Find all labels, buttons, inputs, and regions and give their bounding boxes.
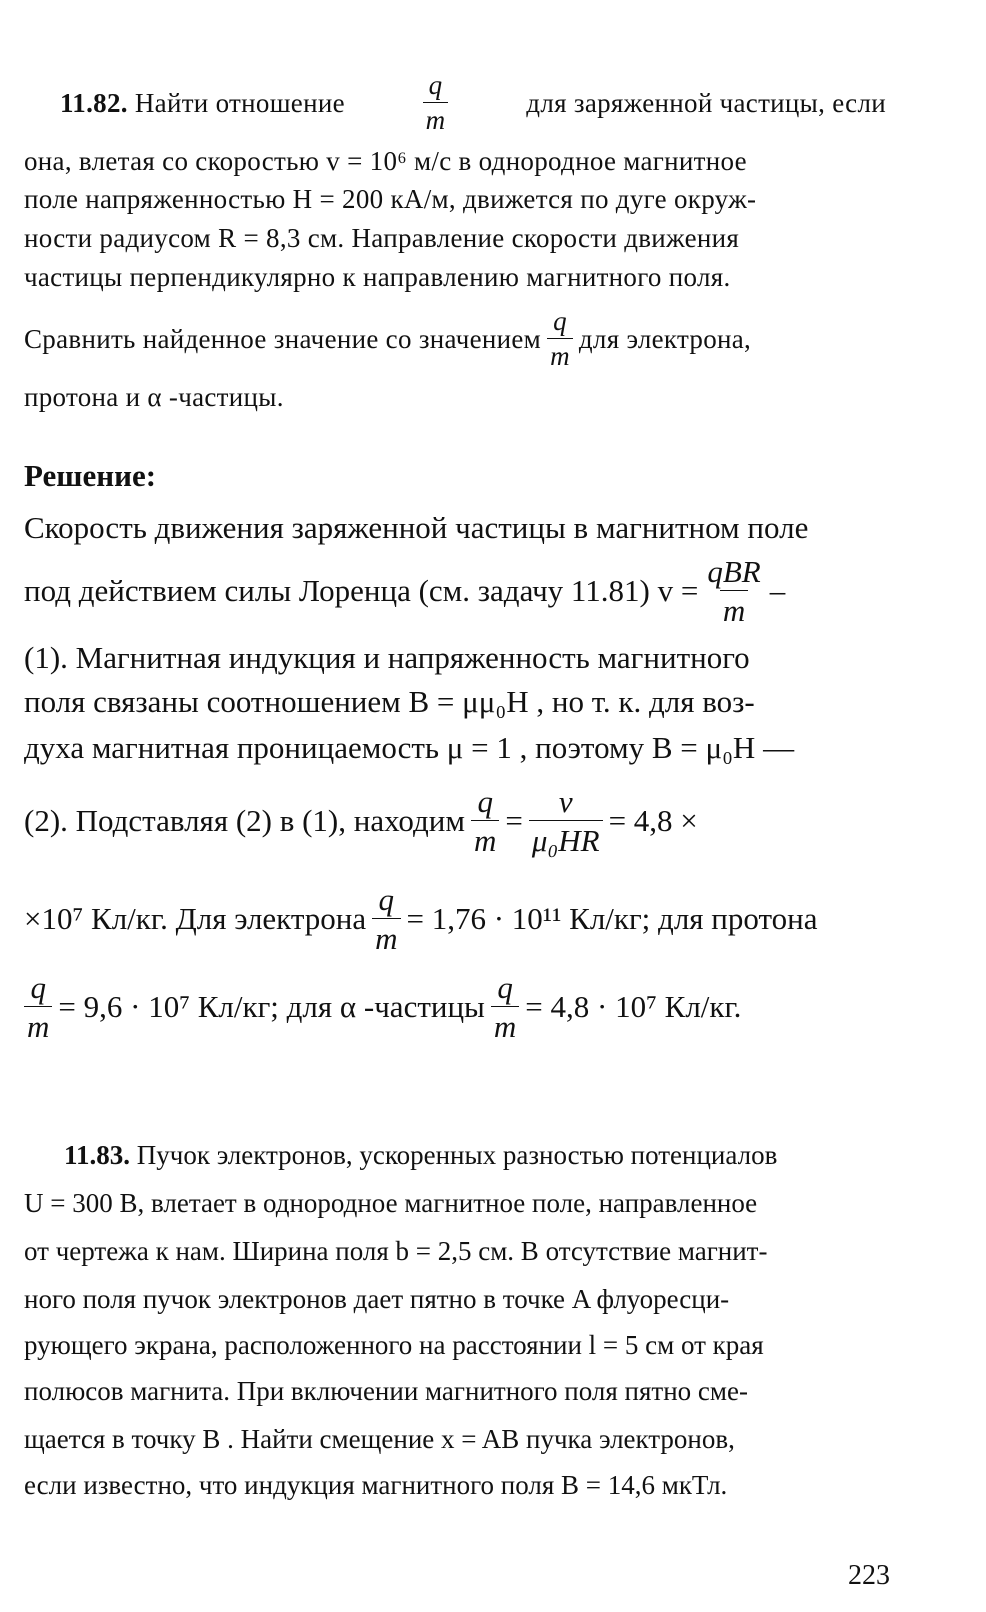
text: частицы перпендикулярно к направлению магнитного поля.: [24, 262, 731, 292]
solution-line-5: [24, 730, 914, 766]
problem-11-82-line-5: [24, 262, 914, 293]
text: рующего экрана, расположенного на расстоянии l = 5 см от края: [24, 1330, 764, 1360]
solution-line-6: (2). Подставляя (2) в (1), находим $\frac{q}{m}$ = $\frac{v}{\text{μ₀HR}}$ = 4,8 ×: [24, 784, 698, 858]
fraction-q-m: $\frac{q}{m}$: [471, 786, 499, 856]
fraction-q-m: $\frac{q}{m}$: [491, 972, 519, 1042]
solution-line-3: [24, 640, 914, 676]
fraction-q-m: $\frac{q}{m}$: [423, 72, 449, 134]
fraction-q-m: $\frac{q}{m}$: [24, 972, 52, 1042]
text: Пучок электронов, ускоренных разностью потенциалов: [136, 1140, 778, 1170]
text: U = 300 В, влетает в однородное магнитное поле, направленное: [24, 1188, 758, 1218]
problem-11-83-line-8: [24, 1470, 914, 1501]
problem-11-83-line-3: [24, 1236, 914, 1267]
text: протона и α -частицы.: [24, 382, 284, 412]
fraction-qbr-m: $\frac{\text{qBR}}{m}$: [707, 554, 761, 628]
solution-line-7: [24, 884, 914, 954]
text: = 9,6 · 10⁷ Кл/кг; для α -частицы: [58, 989, 485, 1024]
text: Найти отношение: [134, 87, 345, 118]
solution-line-1: [24, 510, 914, 546]
solution-line-4: [24, 684, 914, 720]
solution-heading: [24, 458, 914, 494]
text: ×10⁷ Кл/кг. Для электрона: [24, 901, 367, 936]
text: для заряженной частицы, если: [526, 87, 886, 118]
problem-11-83-line-1: [64, 1140, 890, 1171]
problem-11-83-line-5: [24, 1330, 914, 1361]
text: ности радиусом R = 8,3 см. Направление скорости движения: [24, 223, 740, 253]
solution-line-8: [24, 972, 914, 1042]
text: если известно, что индукция магнитного поля B = 14,6 мкТл.: [24, 1470, 728, 1500]
problem-11-83-line-2: [24, 1188, 914, 1219]
problem-number: 11.82.: [60, 87, 128, 118]
problem-11-82-line-2: [24, 146, 914, 177]
problem-11-83-line-4: [24, 1284, 914, 1315]
problem-number: 11.83.: [64, 1140, 131, 1170]
text: она, влетая со скоростью v = 10⁶ м/с в однородное магнитное: [24, 146, 747, 176]
heading-text: Решение:: [24, 458, 157, 493]
problem-11-82-line-4: [24, 223, 914, 254]
problem-11-82-line-6: [24, 308, 914, 370]
text: ного поля пучок электронов дает пятно в точке A флуоресци-: [24, 1284, 730, 1314]
text: = 1,76 · 10¹¹ Кл/кг; для протона: [406, 901, 818, 936]
problem-11-83-line-6: [24, 1376, 914, 1407]
fraction-q-m: $\frac{q}{m}$: [547, 308, 573, 370]
problem-11-82-line-3: [24, 184, 914, 215]
text: под действием силы Лоренца (см. задачу 11.81) v =: [24, 573, 699, 608]
text: поле напряженностью H = 200 кА/м, движется по дуге окруж-: [24, 184, 757, 214]
text: щается в точку B . Найти смещение x = AB пучка электронов,: [24, 1424, 735, 1454]
text: (2). Подставляя (2) в (1), находим: [24, 803, 466, 838]
text: для электрона,: [578, 323, 752, 354]
text: = 4,8 · 10⁷ Кл/кг.: [525, 989, 742, 1024]
text: (1). Магнитная индукция и напряженность магнитного: [24, 640, 750, 675]
problem-11-82-line-1: [60, 72, 886, 134]
text: от чертежа к нам. Ширина поля b = 2,5 см. В отсутствие магнит-: [24, 1236, 768, 1266]
text: полюсов магнита. При включении магнитного поля пятно сме-: [24, 1376, 748, 1406]
page-number: 223: [848, 1560, 890, 1591]
text: –: [769, 573, 786, 608]
text: Сравнить найденное значение со значением: [24, 323, 542, 354]
fraction-v-mu0hr: $\frac{v}{\text{μ₀HR}}$: [529, 786, 603, 856]
problem-11-83-line-7: [24, 1424, 914, 1455]
problem-11-82-line-7: [24, 382, 914, 413]
text: поля связаны соотношением B = μμ₀H , но т. к. для воз-: [24, 684, 755, 719]
text: духа магнитная проницаемость μ = 1 , поэтому B = μ₀H —: [24, 730, 795, 765]
solution-line-2: [24, 556, 914, 626]
text: Скорость движения заряженной частицы в магнитном поле: [24, 510, 809, 545]
fraction-q-m: $\frac{q}{m}$: [372, 884, 400, 954]
text: = 4,8 ×: [608, 803, 698, 838]
